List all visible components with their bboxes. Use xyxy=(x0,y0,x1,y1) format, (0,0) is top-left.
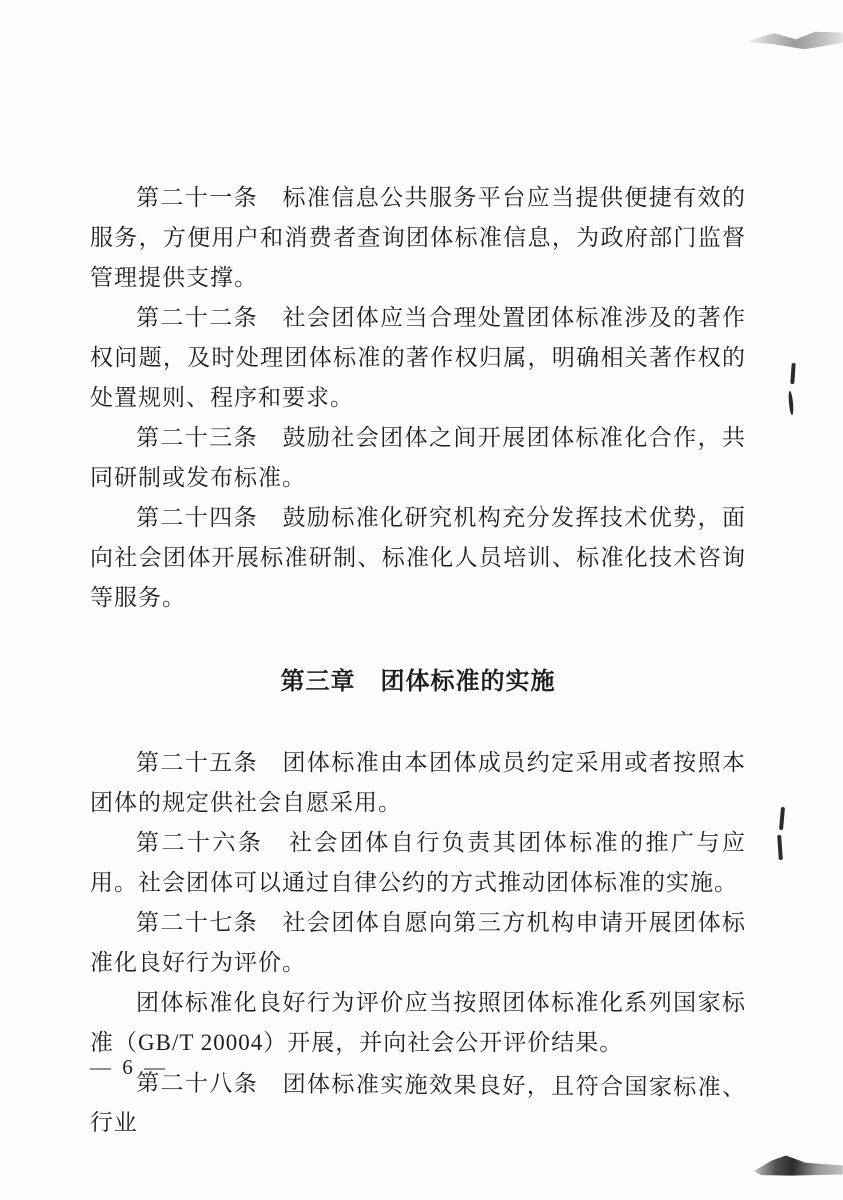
paragraph-article-21: 第二十一条 标准信息公共服务平台应当提供便捷有效的服务，方便用户和消费者查询团体标准信息，为政府部门监督管理提供支撑。 xyxy=(90,185,746,290)
scan-ink-mark xyxy=(777,835,783,860)
scan-smudge-top-right xyxy=(744,23,843,56)
document-body xyxy=(90,178,746,1143)
paragraph-article-27: 第二十七条 社会团体自愿向第三方机构申请开展团体标准化良好行为评价。 xyxy=(90,910,746,975)
paragraph-article-22: 第二十二条 社会团体应当合理处置团体标准涉及的著作权问题，及时处理团体标准的著作权归属，明确相关著作权的处置规则、程序和要求。 xyxy=(90,305,746,410)
chapter-heading: 第三章 团体标准的实施 xyxy=(280,669,556,695)
paragraph-article-27-continuation: 团体标准化良好行为评价应当按照团体标准化系列国家标准（GB/T 20004）开展，并向社会公开评价结果。 xyxy=(90,990,746,1055)
paragraph-article-26: 第二十六条 社会团体自行负责其团体标准的推广与应用。社会团体可以通过自律公约的方式推动团体标准的实施。 xyxy=(90,830,746,895)
page-number: — 6 — xyxy=(90,1055,168,1079)
scan-ink-mark xyxy=(790,363,795,384)
scan-ink-mark xyxy=(788,391,794,415)
paragraph-article-25: 第二十五条 团体标准由本团体成员约定采用或者按照本团体的规定供社会自愿采用。 xyxy=(90,750,746,815)
paragraph-article-28: 第二十八条 团体标准实施效果良好，且符合国家标准、行业 xyxy=(89,1070,747,1136)
paragraph-article-23: 第二十三条 鼓励社会团体之间开展团体标准化合作，共同研制或发布标准。 xyxy=(90,425,746,490)
scan-ink-mark xyxy=(779,807,785,830)
paragraph-article-24: 第二十四条 鼓励标准化研究机构充分发挥技术优势，面向社会团体开展标准研制、标准化人员培训、标准化技术咨询等服务。 xyxy=(90,505,746,610)
scan-smudge-bottom-right xyxy=(754,1151,843,1179)
